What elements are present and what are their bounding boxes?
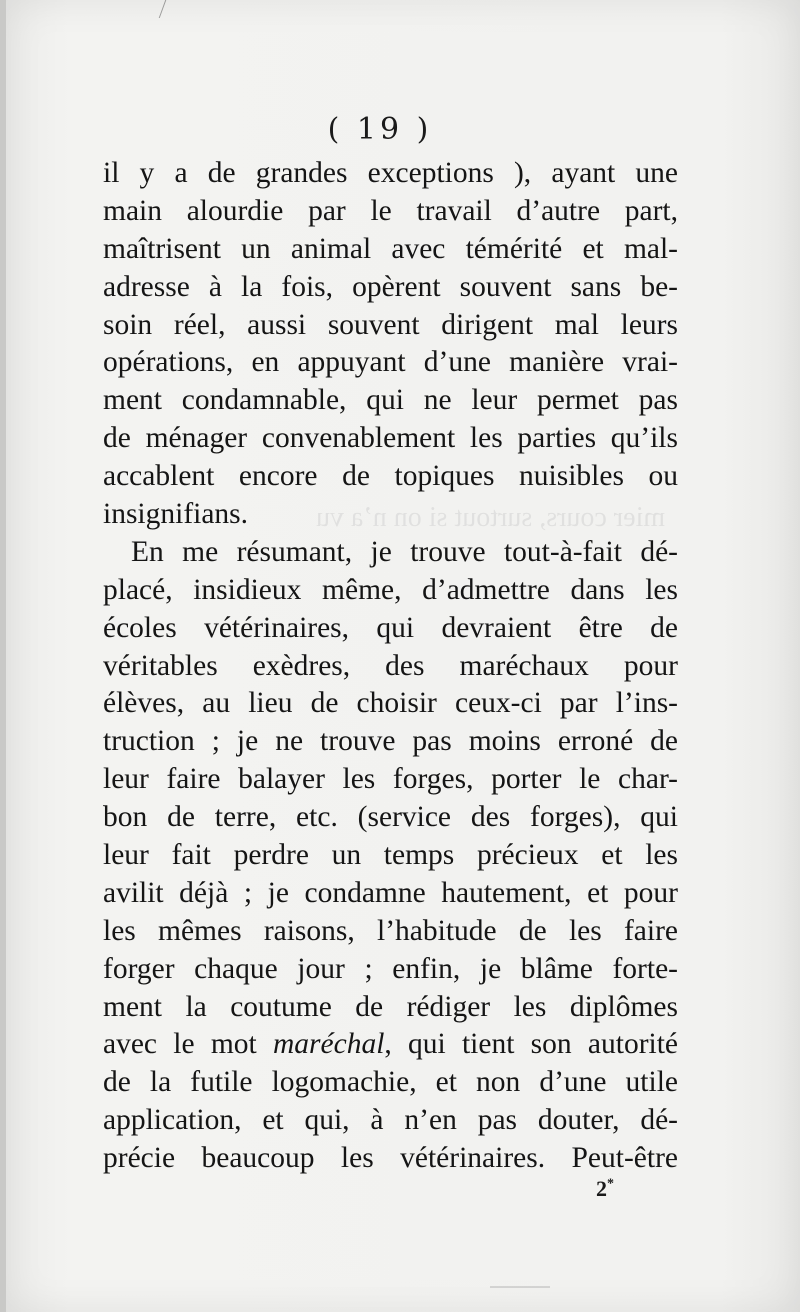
signature-number: 2 <box>596 1176 607 1201</box>
paragraph-end-line: insignifians. <box>103 498 249 531</box>
signature-mark: * <box>607 1176 614 1192</box>
text-line: écoles vétérinaires, qui devraient être de <box>103 611 678 644</box>
text-line: de ménager convenablement les parties qu’ils <box>103 422 678 455</box>
text-line: véritables exèdres, des maréchaux pour <box>103 649 678 682</box>
line-tail: , qui tient son autorité <box>384 1028 678 1061</box>
text-line: précie beaucoup les vétérinaires. Peut-être <box>103 1142 678 1175</box>
body-text <box>103 155 678 1178</box>
page-number: ( 19 ) <box>327 112 433 147</box>
text-line: opérations, en appuyant d’une manière vrai- <box>103 346 678 379</box>
text-line: les mêmes raisons, l’habitude de les faire <box>103 914 678 947</box>
text-line: forger chaque jour ; enfin, je blâme forte- <box>103 952 678 985</box>
page-edge <box>0 0 6 1312</box>
text-line: soin réel, aussi souvent dirigent mal leurs <box>103 308 678 341</box>
italic-word: maréchal <box>272 1028 385 1061</box>
text-line: maîtrisent un animal avec témérité et mal- <box>103 232 678 265</box>
line-head: avec le mot <box>103 1028 273 1061</box>
printer-signature <box>596 1176 614 1202</box>
text-line: accablent encore de topiques nuisibles ou <box>103 460 678 493</box>
text-line: il y a de grandes exceptions ), ayant une <box>103 157 678 189</box>
text-line: leur fait perdre un temps précieux et les <box>103 839 678 872</box>
text-line: avilit déjà ; je condamne hautement, et pour <box>103 876 678 909</box>
text-line: bon de terre, etc. (service des forges), qui <box>103 801 678 834</box>
text-line-with-italic <box>103 1026 678 1064</box>
text-line: élèves, au lieu de choisir ceux-ci par l’ins- <box>103 687 678 720</box>
pencil-mark <box>159 0 179 18</box>
paragraph-start-line: En me résumant, je trouve tout-à-fait dé- <box>131 535 678 568</box>
text-line: ment la coutume de rédiger les diplômes <box>103 990 678 1023</box>
text-line: adresse à la fois, opèrent souvent sans be- <box>103 270 678 303</box>
bleed-through-text: mier cours, surtout si on n’a vu <box>316 502 666 533</box>
text-line: placé, insidieux même, d’admettre dans les <box>103 573 678 606</box>
text-line: truction ; je ne trouve pas moins erroné de <box>103 725 678 758</box>
text-line: de la futile logomachie, et non d’une utile <box>103 1066 678 1099</box>
smudge-mark <box>490 1286 550 1288</box>
text-line: leur faire balayer les forges, porter le char- <box>103 763 678 796</box>
text-line: application, et qui, à n’en pas douter, dé- <box>103 1104 678 1137</box>
text-line: main alourdie par le travail d’autre part, <box>103 194 678 227</box>
text-line: ment condamnable, qui ne leur permet pas <box>103 384 678 417</box>
